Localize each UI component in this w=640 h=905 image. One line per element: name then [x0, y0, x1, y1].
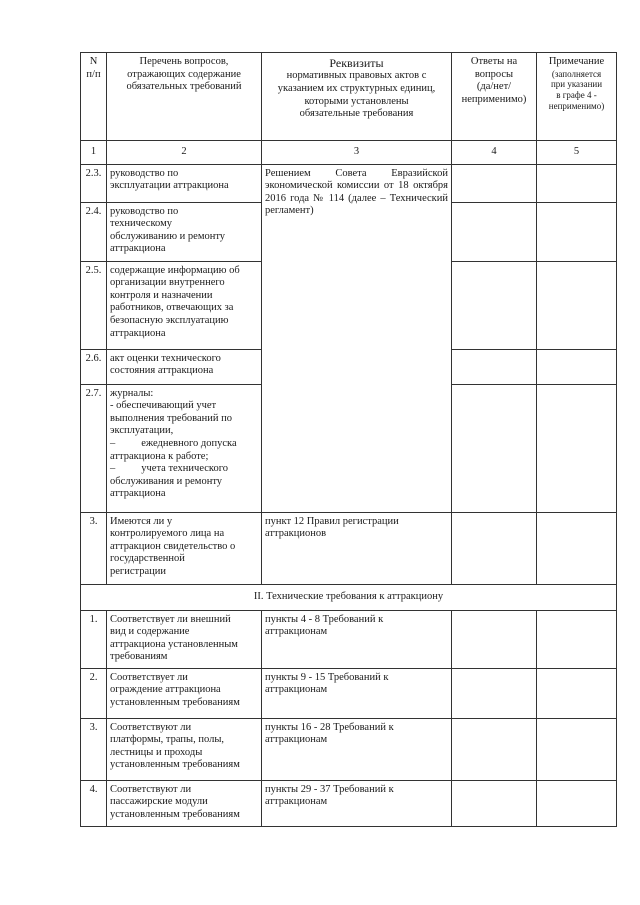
- header-col-answers: Ответы на вопросы (да/нет/ неприменимо): [452, 53, 537, 141]
- checklist-table: [80, 52, 617, 827]
- question-text: акт оценки технического состояния аттракциона: [107, 349, 262, 384]
- section-header-row: [81, 584, 617, 610]
- question-text: [107, 384, 262, 512]
- answer-cell[interactable]: [452, 384, 537, 512]
- table-row: [81, 164, 617, 202]
- question-text: Соответствуют ли пассажирские модули установленным требованиям: [107, 780, 262, 826]
- header-notes-title: Примечание: [548, 56, 605, 67]
- column-number: 5: [537, 141, 617, 165]
- answer-cell[interactable]: [452, 718, 537, 780]
- header-col-number: N п/п: [81, 53, 107, 141]
- table-row: [81, 780, 617, 826]
- header-notes-subtitle: (заполняется при указании в графе 4 - неприменимо): [548, 68, 605, 111]
- column-number: 4: [452, 141, 537, 165]
- header-col-requisites: [262, 53, 452, 141]
- requisite-text: пункты 9 - 15 Требований к аттракционам: [262, 668, 452, 718]
- journals-item: – учета технического: [110, 463, 229, 475]
- section-title: II. Технические требования к аттракциону: [81, 584, 617, 610]
- question-text: руководство по эксплуатации аттракциона: [107, 164, 262, 202]
- note-cell[interactable]: [537, 780, 617, 826]
- column-number: 3: [262, 141, 452, 165]
- note-cell[interactable]: [537, 610, 617, 668]
- row-number: 2.4.: [81, 202, 107, 261]
- requisite-text: пункты 29 - 37 Требований к аттракционам: [262, 780, 452, 826]
- row-number: 1.: [81, 610, 107, 668]
- header-requisites-subtitle: нормативных правовых актов с указанием их структурных единиц, которыми установлены обязательные требования: [277, 70, 436, 120]
- answer-cell[interactable]: [452, 261, 537, 349]
- journals-item: обслуживания и ремонту аттракциона: [110, 475, 223, 500]
- answer-cell[interactable]: [452, 164, 537, 202]
- requisite-text: пункт 12 Правил регистрации аттракционов: [262, 512, 452, 584]
- note-cell[interactable]: [537, 512, 617, 584]
- note-cell[interactable]: [537, 261, 617, 349]
- journals-item: - обеспечивающий учет выполнения требований по эксплуатации,: [110, 400, 233, 437]
- row-number: 4.: [81, 780, 107, 826]
- note-cell[interactable]: [537, 202, 617, 261]
- answer-cell[interactable]: [452, 780, 537, 826]
- header-requisites-title: Реквизиты: [329, 56, 384, 70]
- note-cell[interactable]: [537, 164, 617, 202]
- question-text: Соответствует ли ограждение аттракциона установленным требованиям: [107, 668, 262, 718]
- row-number: 3.: [81, 718, 107, 780]
- header-row: [81, 53, 617, 141]
- row-number: 2.7.: [81, 384, 107, 512]
- row-number: 2.3.: [81, 164, 107, 202]
- note-cell[interactable]: [537, 668, 617, 718]
- row-number: 3.: [81, 512, 107, 584]
- row-number: 2.5.: [81, 261, 107, 349]
- journals-label: журналы:: [110, 387, 154, 399]
- table-row: [81, 610, 617, 668]
- journals-item: аттракциона к работе;: [110, 450, 209, 462]
- question-text: содержащие информацию об организации внутреннего контроля и назначении работников, отвечающих за безопасную эксплуатацию аттракциона: [107, 261, 262, 349]
- column-number: 2: [107, 141, 262, 165]
- question-text: Имеются ли у контролируемого лица на аттракцион свидетельство о государственной регистрации: [107, 512, 262, 584]
- column-number: 1: [81, 141, 107, 165]
- answer-cell[interactable]: [452, 349, 537, 384]
- answer-cell[interactable]: [452, 610, 537, 668]
- header-col-notes: [537, 53, 617, 141]
- row-number: 2.: [81, 668, 107, 718]
- note-cell[interactable]: [537, 384, 617, 512]
- answer-cell[interactable]: [452, 512, 537, 584]
- journals-item: – ежедневного допуска: [110, 437, 237, 449]
- requisite-text: пункты 16 - 28 Требований к аттракционам: [262, 718, 452, 780]
- header-col-questions: Перечень вопросов, отражающих содержание обязательных требований: [107, 53, 262, 141]
- answer-cell[interactable]: [452, 202, 537, 261]
- requisite-text: Решением Совета Евразийской экономической комиссии от 18 октября 2016 года № 114 (далее – Технический регламент): [262, 164, 452, 512]
- row-number: 2.6.: [81, 349, 107, 384]
- note-cell[interactable]: [537, 718, 617, 780]
- question-text: Соответствуют ли платформы, трапы, полы, лестницы и проходы установленным требованиям: [107, 718, 262, 780]
- table-row: [81, 718, 617, 780]
- table-row: [81, 512, 617, 584]
- table-row: [81, 668, 617, 718]
- requisite-text: пункты 4 - 8 Требований к аттракционам: [262, 610, 452, 668]
- note-cell[interactable]: [537, 349, 617, 384]
- question-text: Соответствует ли внешний вид и содержание аттракциона установленным требованиям: [107, 610, 262, 668]
- column-number-row: [81, 141, 617, 165]
- question-text: руководство по техническому обслуживанию и ремонту аттракциона: [107, 202, 262, 261]
- answer-cell[interactable]: [452, 668, 537, 718]
